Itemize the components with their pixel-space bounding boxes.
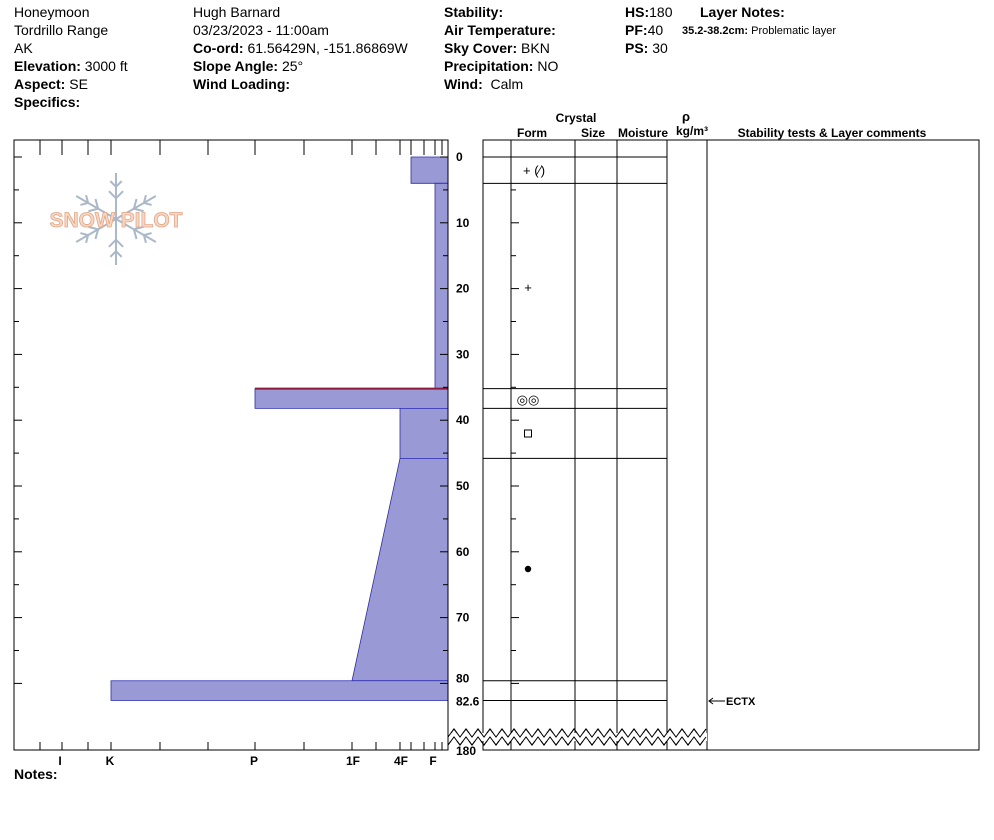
flake-branch	[144, 233, 152, 235]
stability-test-label: ECTX	[726, 696, 756, 708]
depth-label-60: 60	[456, 544, 470, 559]
slope-label: Slope Angle:	[193, 58, 279, 74]
observer-name: Hugh Barnard	[193, 4, 281, 20]
rho-header: ρ	[681, 109, 691, 124]
crystal-header: Crystal	[555, 111, 597, 125]
flake-branch	[116, 240, 123, 247]
density-unit-header: kg/m³	[675, 124, 709, 138]
date-time: 03/23/2023 - 11:00am	[193, 22, 329, 38]
hardness-layer-5	[111, 681, 448, 701]
ps-label: PS:	[625, 40, 649, 56]
hs-value: 180	[649, 4, 673, 20]
precip-label: Precipitation:	[444, 58, 534, 74]
elevation-value: 3000 ft	[84, 58, 128, 74]
ps-value: 30	[652, 40, 668, 56]
logo-text: SNOW PILOT	[49, 209, 183, 232]
depth-label-30: 30	[456, 347, 470, 362]
depth-label-40: 40	[456, 413, 470, 428]
hardness-layer-0	[411, 157, 448, 183]
size-header: Size	[580, 126, 606, 140]
wind-value: Calm	[490, 76, 524, 92]
snowpilot-logo	[50, 173, 183, 265]
flake-branch	[80, 233, 88, 235]
hardness-layer-4	[352, 458, 448, 680]
form-symbol-1: +	[524, 280, 532, 295]
hardness-label-P: P	[249, 754, 259, 768]
sky-label: Sky Cover:	[444, 40, 518, 56]
layer-note-text: Problematic layer	[751, 25, 837, 37]
depth-break	[448, 729, 707, 745]
hardness-label-4F: 4F	[393, 754, 409, 768]
stability-test-marker	[709, 696, 756, 708]
precip-value: NO	[537, 58, 559, 74]
flake-branch	[109, 240, 116, 247]
wind-loading-label: Wind Loading:	[193, 76, 291, 92]
range-name: Tordrillo Range	[14, 22, 109, 38]
coord-value: 61.56429N, -151.86869W	[247, 40, 408, 56]
layer-table-frame	[483, 140, 979, 750]
form-symbol-faceted	[525, 430, 532, 437]
moisture-header: Moisture	[617, 126, 669, 140]
aspect-value: SE	[69, 76, 88, 92]
flake-branch	[80, 203, 88, 205]
depth-label-50: 50	[456, 479, 470, 493]
elevation-label: Elevation:	[14, 58, 81, 74]
hardness-layer-3	[400, 408, 448, 458]
form-symbol-2: ◎◎	[516, 392, 540, 407]
notes-label: Notes:	[14, 766, 58, 782]
form-symbol-rounded	[525, 566, 531, 572]
air-temp-label: Air Temperature:	[444, 22, 556, 38]
hardness-label-F: F	[429, 754, 437, 768]
pf-label: PF:	[625, 22, 648, 38]
layer-note-range: 35.2-38.2cm:	[682, 25, 749, 37]
flake-branch	[144, 203, 152, 205]
hardness-label-I: I	[58, 754, 62, 768]
depth-label-82.6: 82.6	[456, 694, 480, 709]
hardness-label-1F: 1F	[345, 754, 361, 768]
location-name: Honeymoon	[14, 4, 90, 20]
slope-value: 25°	[281, 58, 304, 74]
depth-label-70: 70	[456, 610, 470, 625]
hs-label: HS:	[625, 4, 650, 20]
depth-label-total: 180	[456, 744, 477, 758]
depth-label-20: 20	[456, 281, 470, 296]
wind-label: Wind:	[444, 76, 483, 92]
pf-value: 40	[647, 22, 664, 38]
form-header: Form	[517, 126, 547, 140]
stability-label: Stability:	[444, 4, 504, 20]
sky-value: BKN	[521, 40, 550, 56]
hardness-label-K: K	[105, 754, 115, 768]
depth-label-10: 10	[456, 215, 470, 230]
coord-label: Co-ord:	[193, 40, 244, 56]
flake-branch	[109, 191, 116, 198]
depth-label-0: 0	[456, 150, 463, 164]
state-name: AK	[14, 40, 33, 56]
layer-notes-label: Layer Notes:	[700, 4, 785, 20]
hardness-layer-1	[435, 183, 448, 388]
specifics-label: Specifics:	[14, 94, 81, 110]
aspect-label: Aspect:	[14, 76, 66, 92]
hardness-layer-2	[255, 389, 448, 409]
comments-header: Stability tests & Layer comments	[737, 126, 927, 140]
form-symbol-0: + (⁄)	[523, 163, 546, 178]
flake-branch	[116, 191, 123, 198]
depth-label-80: 80	[456, 671, 470, 686]
